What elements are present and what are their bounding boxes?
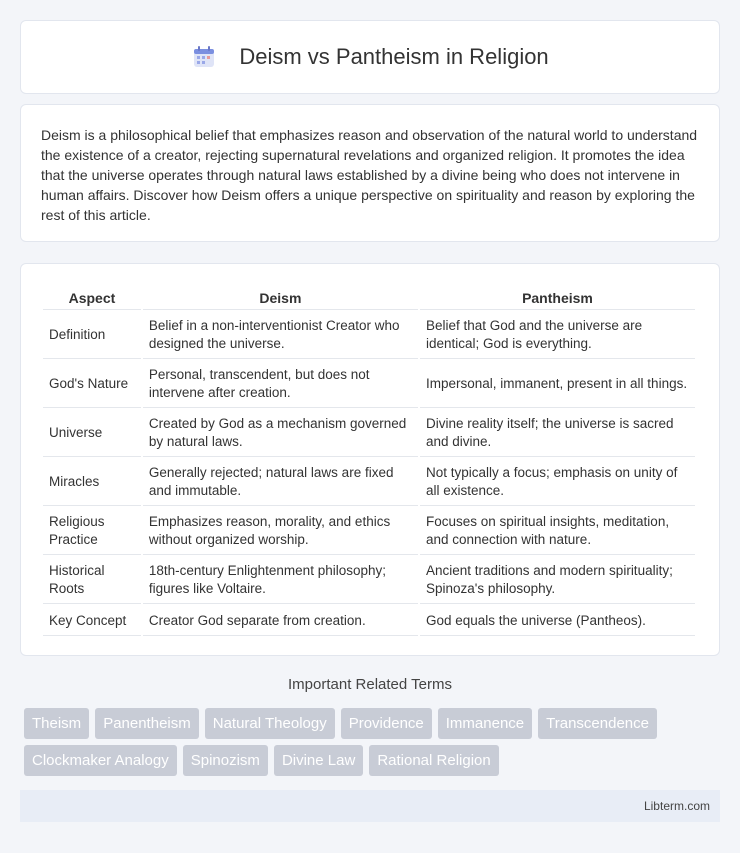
row-deism: Personal, transcendent, but does not intervene after creation. (143, 361, 418, 408)
table-row (43, 508, 695, 555)
table-row (43, 606, 695, 636)
table-row (43, 312, 695, 359)
row-aspect: Religious Practice (43, 508, 141, 555)
tag-immanence[interactable]: Immanence (438, 708, 532, 739)
row-aspect: Key Concept (43, 606, 141, 636)
tag-divine-law[interactable]: Divine Law (274, 745, 363, 776)
row-pantheism: Divine reality itself; the universe is sacred and divine. (420, 410, 695, 457)
intro-card (20, 104, 720, 242)
header-deism: Deism (143, 286, 418, 310)
row-aspect: Definition (43, 312, 141, 359)
tag-rational-religion[interactable]: Rational Religion (369, 745, 498, 776)
row-aspect: Miracles (43, 459, 141, 506)
row-pantheism: Belief that God and the universe are identical; God is everything. (420, 312, 695, 359)
table-row (43, 557, 695, 604)
row-deism: Creator God separate from creation. (143, 606, 418, 636)
footer (20, 790, 720, 822)
tag-transcendence[interactable]: Transcendence (538, 708, 657, 739)
row-aspect: Historical Roots (43, 557, 141, 604)
table-header-row (43, 286, 695, 310)
table-row (43, 410, 695, 457)
intro-text: Deism is a philosophical belief that emphasizes reason and observation of the natural world to understand the existence of a creator, rejecting supernatural revelations and organized religion. It promotes the idea that the universe operates through natural laws established by a divine being who does not intervene in human affairs. Discover how Deism offers a unique perspective on spirituality and reason by exploring the rest of this article. (41, 127, 698, 223)
comparison-table (41, 284, 697, 638)
comparison-table-card (20, 263, 720, 656)
row-deism: Created by God as a mechanism governed by natural laws. (143, 410, 418, 457)
related-terms-title: Important Related Terms (288, 676, 452, 693)
row-pantheism: Not typically a focus; emphasis on unity of all existence. (420, 459, 695, 506)
row-pantheism: Ancient traditions and modern spirituality; Spinoza's philosophy. (420, 557, 695, 604)
calendar-icon (191, 44, 217, 70)
tag-natural-theology[interactable]: Natural Theology (205, 708, 335, 739)
header-pantheism: Pantheism (420, 286, 695, 310)
related-terms-list (24, 708, 724, 776)
row-pantheism: Impersonal, immanent, present in all things. (420, 361, 695, 408)
table-row (43, 361, 695, 408)
tag-providence[interactable]: Providence (341, 708, 432, 739)
footer-link[interactable]: Libterm.com (643, 799, 710, 813)
page-title: Deism vs Pantheism in Religion (239, 44, 549, 69)
tag-theism[interactable]: Theism (24, 708, 89, 739)
row-aspect: God's Nature (43, 361, 141, 408)
row-deism: 18th-century Enlightenment philosophy; figures like Voltaire. (143, 557, 418, 604)
tag-spinozism[interactable]: Spinozism (183, 745, 268, 776)
row-aspect: Universe (43, 410, 141, 457)
table-row (43, 459, 695, 506)
row-pantheism: God equals the universe (Pantheos). (420, 606, 695, 636)
row-deism: Belief in a non-interventionist Creator who designed the universe. (143, 312, 418, 359)
title-card (20, 20, 720, 94)
row-deism: Generally rejected; natural laws are fixed and immutable. (143, 459, 418, 506)
header-aspect: Aspect (43, 286, 141, 310)
tag-clockmaker-analogy[interactable]: Clockmaker Analogy (24, 745, 177, 776)
row-deism: Emphasizes reason, morality, and ethics without organized worship. (143, 508, 418, 555)
tag-panentheism[interactable]: Panentheism (95, 708, 199, 739)
row-pantheism: Focuses on spiritual insights, meditation, and connection with nature. (420, 508, 695, 555)
